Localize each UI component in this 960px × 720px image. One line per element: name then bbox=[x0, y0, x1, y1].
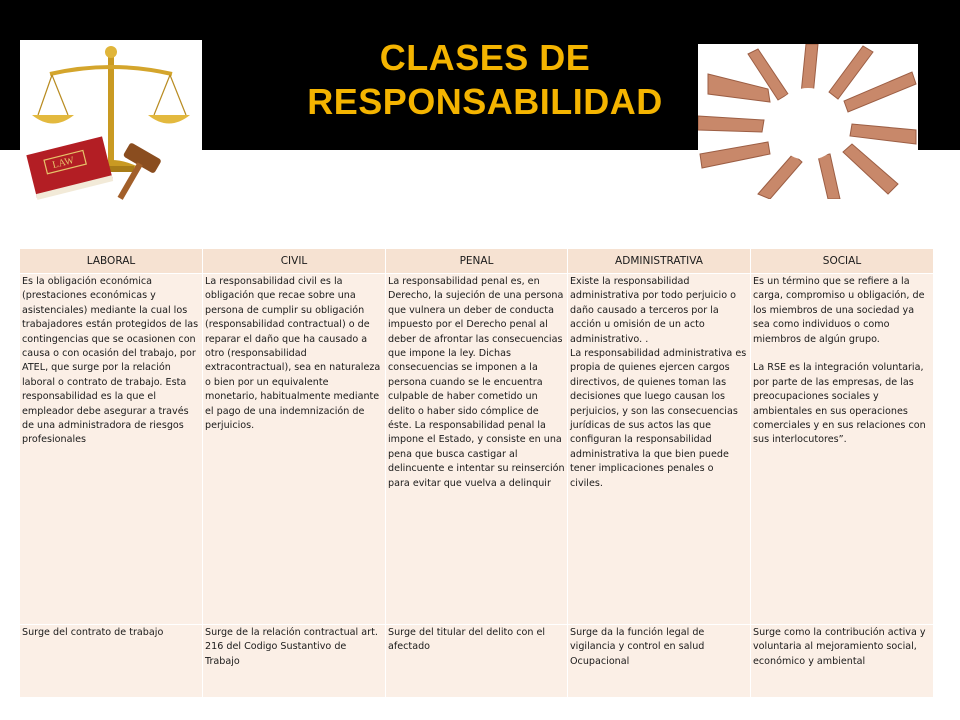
description-social: Es un término que se refiere a la carga, compromiso u obligación, de los miembros de una sociedad ya sea como individuos o como miembros de algún grupo. La RSE es la integración voluntaria, por parte de las empresas, de las preocupaciones sociales y ambientales en sus operaciones comerciales y en sus relaciones con sus interlocutores”. bbox=[751, 274, 934, 625]
scales-of-justice-icon bbox=[20, 40, 202, 200]
book-label: LAW bbox=[51, 155, 76, 172]
description-penal: La responsabilidad penal es, en Derecho, la sujeción de una persona que vulnera un deber de conducta impuesto por el Derecho penal al deber de afrontar las consecuencias que impone la ley. Dichas consecuencias se imponen a la persona cuando se le encuentra culpable de haber cometido un delito o haber sido cómplice de éste. La responsabilidad penal la impone el Estado, y consiste en una pena que busca castigar al delincuente e intentar su reinserción para evitar que vuelva a delinquir bbox=[386, 274, 568, 625]
origin-laboral: Surge del contrato de trabajo bbox=[20, 625, 203, 698]
header-civil: CIVIL bbox=[203, 249, 386, 274]
origin-social: Surge como la contribución activa y voluntaria al mejoramiento social, económico y ambiental bbox=[751, 625, 934, 698]
linked-hands-icon bbox=[698, 44, 918, 199]
description-administrativa: Existe la responsabilidad administrativa por todo perjuicio o daño causado a terceros por la acción u omisión de un acto administrativo. . La responsabilidad administrativa es propia de quienes ejercen cargos directivos, de quienes toman las decisiones que luego causan los perjuicios, y son las consecuencias jurídicas de sus actos las que configuran la responsabilidad administrativa la que bien puede tener implicaciones penales o civiles. bbox=[568, 274, 751, 625]
title-line-1: CLASES DE bbox=[379, 37, 591, 78]
header-penal: PENAL bbox=[386, 249, 568, 274]
description-civil: La responsabilidad civil es la obligación que recae sobre una persona de cumplir su obligación (responsabilidad contractual) o de reparar el daño que ha causado a otro (responsabilidad extracontractual), sea en naturaleza o bien por un equivalente monetario, habitualmente mediante el pago de una indemnización de perjuicios. bbox=[203, 274, 386, 625]
origin-administrativa: Surge da la función legal de vigilancia y control en salud Ocupacional bbox=[568, 625, 751, 698]
origin-civil: Surge de la relación contractual art. 216 del Codigo Sustantivo de Trabajo bbox=[203, 625, 386, 698]
title-line-2: RESPONSABILIDAD bbox=[307, 81, 663, 122]
justice-illustration bbox=[20, 40, 202, 200]
linked-hands-illustration bbox=[698, 44, 918, 199]
header-administrativa: ADMINISTRATIVA bbox=[568, 249, 751, 274]
origin-penal: Surge del titular del delito con el afectado bbox=[386, 625, 568, 698]
table-row-descriptions bbox=[20, 274, 934, 625]
description-laboral: Es la obligación económica (prestaciones económicas y asistenciales) mediante la cual los trabajadores están protegidos de las contingencias que se ocasionen con causa o con ocasión del trabajo, por ATEL, que surge por la relación laboral o contrato de trabajo. Esta responsabilidad es la que el empleador debe asegurar a través de una administradora de riesgos profesionales bbox=[20, 274, 203, 625]
table-header-row bbox=[20, 249, 934, 274]
header-laboral: LABORAL bbox=[20, 249, 203, 274]
responsibility-table bbox=[19, 248, 934, 698]
header-social: SOCIAL bbox=[751, 249, 934, 274]
slide-title bbox=[250, 36, 720, 124]
table-row-origins bbox=[20, 625, 934, 698]
